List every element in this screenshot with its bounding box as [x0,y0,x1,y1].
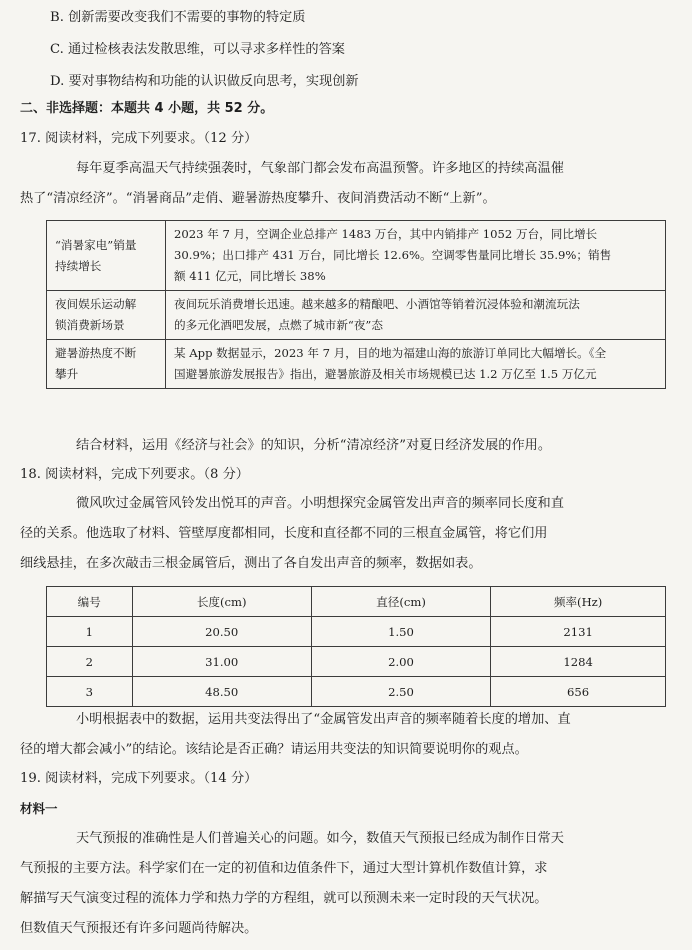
table-cell: 656 [491,677,666,707]
q19-para-1: 天气预报的准确性是人们普遍关心的问题。如今，数值天气预报已经成为制作日常天 [76,831,564,846]
table-cell: 2.00 [311,647,490,677]
table-cell: 20.50 [132,617,311,647]
table-cell-label: 夜间娱乐运动解 锁消费新场景 [47,291,166,340]
option-b: B. 创新需要改变我们不需要的事物的特定质 [50,10,306,25]
table-cell: 1.50 [311,617,490,647]
table-cell: 48.50 [132,677,311,707]
table-cell: 1 [47,617,133,647]
q19-material-label: 材料一 [20,801,58,816]
table-cell-content: 2023 年 7 月，空调企业总排产 1483 万台，其中内销排产 1052 万台，同比增长 30.9%；出口排产 431 万台，同比增长 12.6%。空调零售量同比增长 35.9%；销售 额 411 亿元，同比增长 38% [166,221,666,291]
q18-title: 18. 阅读材料，完成下列要求。（8 分） [20,467,249,482]
table-header: 长度(cm) [132,587,311,617]
q18-para-2: 径的关系。他选取了材料、管壁厚度都相同，长度和直径都不同的三根直金属管，将它们用 [20,526,548,541]
q19-para-4: 但数值天气预报还有许多问题尚待解决。 [20,921,258,936]
q18-para-4: 小明根据表中的数据，运用共变法得出了“金属管发出声音的频率随着长度的增加、直 [76,712,571,727]
q19-para-3: 解描写天气演变过程的流体力学和热力学的方程组，就可以预测未来一定时段的天气状况。 [20,891,548,906]
q17-question: 结合材料，运用《经济与社会》的知识，分析“清凉经济”对夏日经济发展的作用。 [76,438,552,453]
table-header: 频率(Hz) [491,587,666,617]
q17-para-1: 每年夏季高温天气持续强袭时，气象部门都会发布高温预警。许多地区的持续高温催 [76,161,564,176]
table-cell: 31.00 [132,647,311,677]
table-cell-label: “消暑家电”销量 持续增长 [47,221,166,291]
table-row [47,677,666,707]
q18-para-1: 微风吹过金属管风铃发出悦耳的声音。小明想探究金属管发出声音的频率同长度和直 [76,496,564,511]
table-cell: 2 [47,647,133,677]
option-d: D. 要对事物结构和功能的认识做反向思考，实现创新 [50,74,359,89]
table-cell-label: 避暑游热度不断 攀升 [47,340,166,389]
table-row [47,617,666,647]
table-cell-content: 某 App 数据显示，2023 年 7 月，目的地为福建山海的旅游订单同比大幅增长。《全 国避暑旅游发展报告》指出，避暑旅游及相关市场规模已达 1.2 万亿至 1.5 万亿元 [166,340,666,389]
section-two-heading: 二、非选择题：本题共 4 小题，共 52 分。 [20,101,274,116]
q18-para-3: 细线悬挂，在多次敲击三根金属管后，测出了各自发出声音的频率，数据如表。 [20,556,482,571]
table-header: 直径(cm) [311,587,490,617]
table-row [47,291,666,340]
q18-table [46,586,666,707]
table-header-row [47,587,666,617]
table-row [47,647,666,677]
table-cell: 1284 [491,647,666,677]
table-cell: 2.50 [311,677,490,707]
q17-table [46,220,666,389]
table-row [47,340,666,389]
table-cell: 2131 [491,617,666,647]
q17-title: 17. 阅读材料，完成下列要求。（12 分） [20,131,258,146]
q17-para-2: 热了“清凉经济”。“消暑商品”走俏、避暑游热度攀升、夜间消费活动不断“上新”。 [20,191,496,206]
q19-title: 19. 阅读材料，完成下列要求。（14 分） [20,771,258,786]
q19-para-2: 气预报的主要方法。科学家们在一定的初值和边值条件下，通过大型计算机作数值计算，求 [20,861,548,876]
option-c: C. 通过检核表法发散思维，可以寻求多样性的答案 [50,42,345,57]
table-cell-content: 夜间玩乐消费增长迅速。越来越多的精酿吧、小酒馆等销着沉浸体验和潮流玩法 的多元化酒吧发展，点燃了城市新“夜”态 [166,291,666,340]
table-row [47,221,666,291]
table-header: 编号 [47,587,133,617]
table-cell: 3 [47,677,133,707]
q18-para-5: 径的增大都会减小”的结论。该结论是否正确？请运用共变法的知识简要说明你的观点。 [20,742,528,757]
